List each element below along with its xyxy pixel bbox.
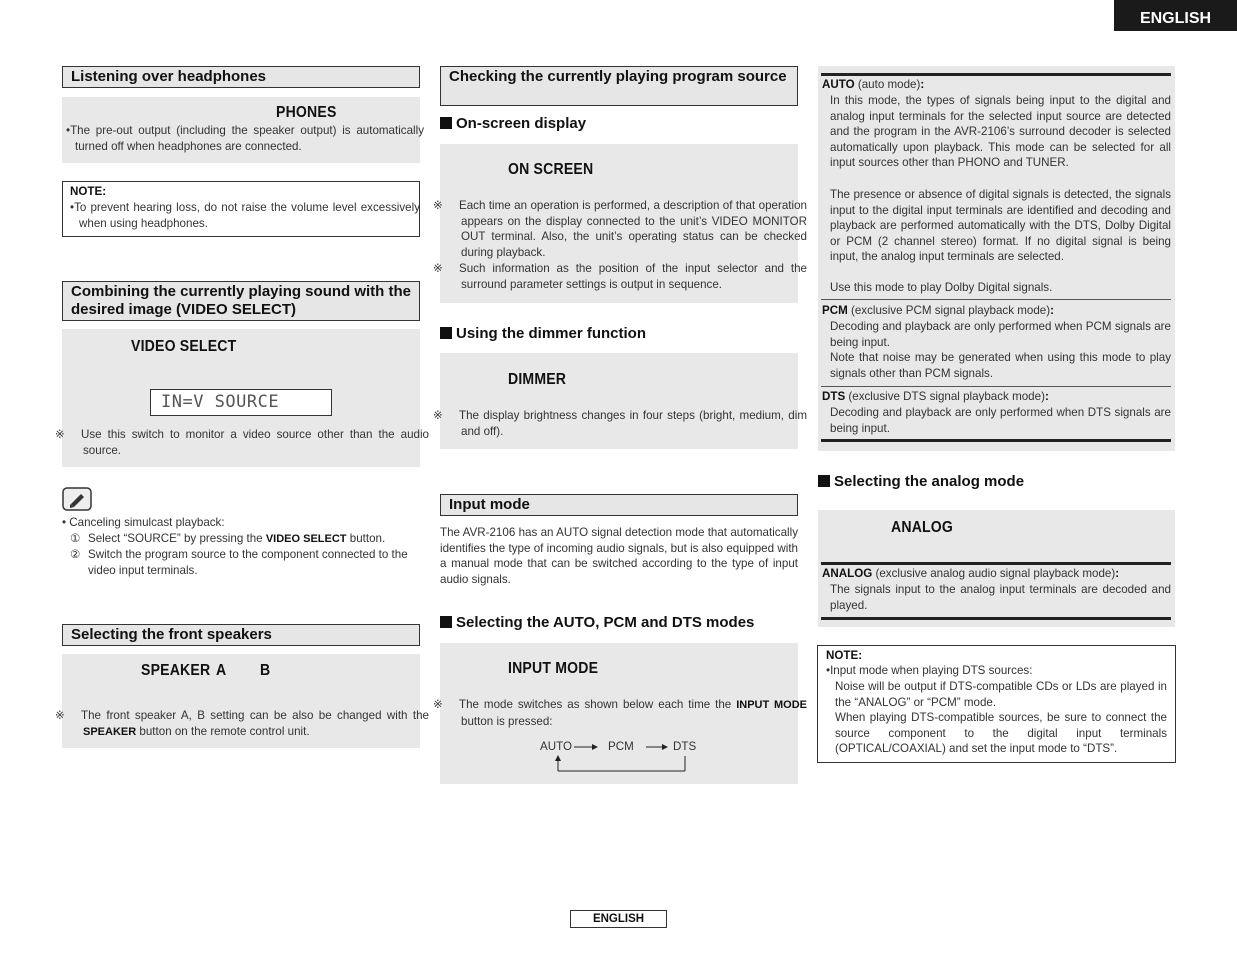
section-title-front-speakers: Selecting the front speakers [62, 624, 420, 646]
footer-language-label: ENGLISH [570, 910, 667, 928]
auto-label: AUTO (auto mode): [822, 78, 925, 91]
key-input-mode: INPUT MODE [508, 660, 599, 677]
on-screen-text-2: ※ Such information as the position of the input selector and the surround parameter settings is output in sequence. [433, 262, 807, 291]
key-on-screen: ON SCREEN [508, 161, 594, 178]
analog-label: ANALOG (exclusive analog audio signal playback mode): [822, 567, 1120, 580]
divider-top [821, 73, 1171, 76]
square-bullet-icon [440, 117, 452, 129]
note-dts-intro: •Input mode when playing DTS sources: [826, 664, 1033, 677]
memo-step-1: ① Select “SOURCE” by pressing the VIDEO SELECT button. [70, 532, 386, 545]
input-mode-switch-text: ※ The mode switches as shown below each time the INPUT MODE button is pressed: [433, 698, 807, 728]
note-dts-text-2: When playing DTS-compatible sources, be sure to connect the source component to the digital input terminals (OPTICAL/COAXIAL) and set the input mode to “DTS”. [835, 711, 1167, 756]
memo-step-2: ② Switch the program source to the component connected to the video input terminals. [70, 548, 408, 577]
on-screen-text-1: ※ Each time an operation is performed, a description of that operation appears on the display connected to the unit’s VIDEO MONITOR OUT terminal. Also, the unit’s operating status can be checked during playback. [433, 199, 807, 259]
flow-dts: DTS [673, 740, 697, 753]
language-tab: ENGLISH [1114, 0, 1237, 31]
memo-pencil-icon [62, 487, 92, 511]
note-text-hearing: •To prevent hearing loss, do not raise the volume level excessively when using headphones. [70, 201, 420, 230]
lcd-display: IN=V SOURCE [150, 389, 332, 416]
pcm-label: PCM (exclusive PCM signal playback mode): [822, 304, 1054, 317]
subhead-dimmer: Using the dimmer function [440, 325, 646, 342]
section-title-input-mode: Input mode [440, 494, 798, 516]
pcm-text-1: Decoding and playback are only performed when PCM signals are being input. [830, 320, 1171, 349]
auto-text-1: In this mode, the types of signals being input to the digital and analog input terminals for the selected input source are detected and the program in the AVR-2106’s surround decoder is selected automatically upon playback. This mode can be selected for all input sources other than PHONO and TUNER. [830, 94, 1171, 170]
section-title-headphones: Listening over headphones [62, 66, 420, 88]
key-speaker-a: A [216, 662, 227, 679]
subhead-on-screen: On-screen display [440, 115, 586, 132]
headphones-text: •The pre-out output (including the speaker output) is automatically turned off when headphones are connected. [66, 124, 424, 153]
key-video-select: VIDEO SELECT [131, 338, 237, 355]
divider-dts [821, 386, 1171, 387]
divider-pcm [821, 299, 1171, 300]
flow-auto: AUTO [540, 740, 572, 753]
speakers-text: ※ The front speaker A, B setting can be also be changed with the SPEAKER button on the remote control unit. [55, 709, 429, 738]
note-label-dts: NOTE: [826, 649, 863, 662]
input-mode-text: The AVR-2106 has an AUTO signal detection mode that automatically identifies the type of incoming audio signals, but is also equipped with a manual mode that can be switched according to the type of input audio signals. [440, 526, 798, 586]
dimmer-text: ※ The display brightness changes in four steps (bright, medium, dim and off). [433, 409, 807, 438]
analog-text-1: The signals input to the analog input terminals are decoded and played. [830, 583, 1171, 612]
pcm-text-2: Note that noise may be generated when using this mode to play signals other than PCM signals. [830, 351, 1171, 380]
dts-text-1: Decoding and playback are only performed when DTS signals are being input. [830, 406, 1171, 435]
subhead-auto-pcm-dts: Selecting the AUTO, PCM and DTS modes [440, 614, 754, 631]
subhead-analog: Selecting the analog mode [818, 473, 1024, 490]
divider-analog-top [821, 562, 1171, 565]
auto-text-3: Use this mode to play Dolby Digital signals. [830, 281, 1053, 294]
video-select-text: ※ Use this switch to monitor a video source other than the audio source. [55, 428, 429, 457]
key-speaker: SPEAKER [141, 662, 211, 679]
section-title-checking: Checking the currently playing program source [440, 66, 798, 106]
key-analog: ANALOG [891, 519, 954, 536]
key-phones: PHONES [276, 104, 337, 121]
divider-bottom [821, 439, 1171, 442]
square-bullet-icon [818, 475, 830, 487]
square-bullet-icon [440, 616, 452, 628]
auto-text-2: The presence or absence of digital signals is detected, the signals input to the digital input terminals are identified and decoding and playback are performed automatically with the DTS, Dolby Digital or PCM (2 channel stereo) format. If no digital signal is being input, the analog input terminals are selected. [830, 188, 1171, 264]
flow-pcm: PCM [608, 740, 634, 753]
note-dts-text-1: Noise will be output if DTS-compatible CDs or LDs are played in the “ANALOG” or “PCM” mode. [835, 680, 1167, 709]
section-title-video-select: Combining the currently playing sound with the desired image (VIDEO SELECT) [62, 281, 420, 321]
note-label: NOTE: [70, 185, 107, 198]
square-bullet-icon [440, 327, 452, 339]
key-speaker-b: B [260, 662, 271, 679]
dts-label: DTS (exclusive DTS signal playback mode): [822, 390, 1049, 403]
divider-analog-bottom [821, 617, 1171, 620]
key-dimmer: DIMMER [508, 371, 567, 388]
flow-arrows [530, 738, 710, 774]
memo-intro: • Canceling simulcast playback: [62, 516, 225, 529]
